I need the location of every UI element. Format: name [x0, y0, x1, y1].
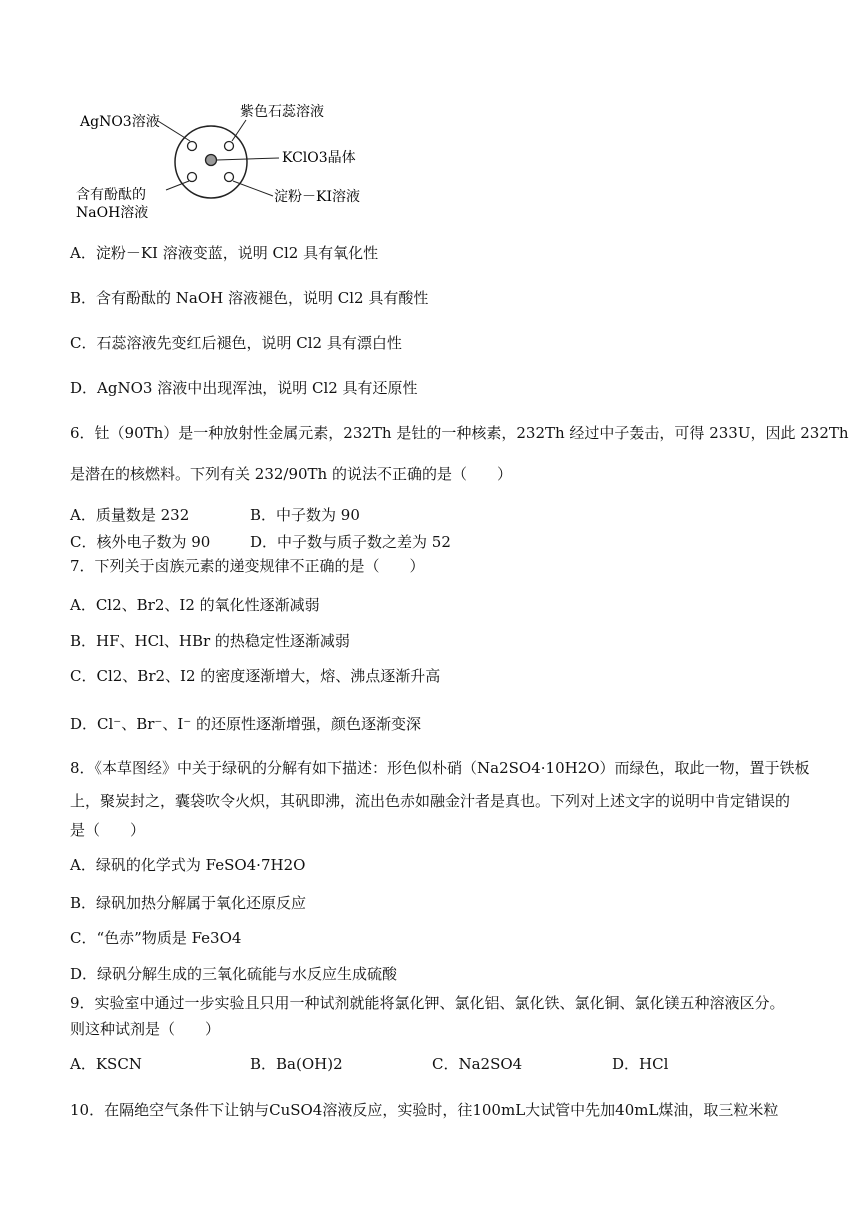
- q8-option-a: A．绿矾的化学式为 FeSO4·7H2O: [70, 856, 306, 874]
- q9-option-d: D．HCl: [612, 1055, 669, 1073]
- q8-stem-line-3: 是（ ）: [70, 821, 146, 839]
- q7-option-b: B．HF、HCl、HBr 的热稳定性逐渐减弱: [70, 632, 350, 650]
- q6-stem-line-2: 是潜在的核燃料。下列有关 232/90Th 的说法不正确的是（ ）: [70, 465, 512, 483]
- q5-option-a: A．淀粉－KI 溶液变蓝，说明 Cl2 具有氧化性: [70, 244, 379, 262]
- q8-stem-line-2: 上，聚炭封之，囊袋吹令火炽，其矾即沸，流出色赤如融金汁者是真也。下列对上述文字的说明中肯定错误的: [70, 792, 791, 810]
- label-kclo3: KClO3晶体: [282, 150, 356, 166]
- well-litmus: [225, 142, 234, 151]
- q9-option-b: B．Ba(OH)2: [250, 1055, 343, 1073]
- q6-option-a: A．质量数是 232: [70, 506, 190, 524]
- q6-option-b: B．中子数为 90: [250, 506, 360, 524]
- q6-option-d: D．中子数与质子数之差为 52: [250, 533, 451, 551]
- label-agno3: AgNO3溶液: [80, 114, 160, 130]
- q8-option-d: D．绿矾分解生成的三氧化硫能与水反应生成硫酸: [70, 965, 398, 983]
- q7-option-c: C．Cl2、Br2、I2 的密度逐渐增大，熔、沸点逐渐升高: [70, 667, 441, 685]
- q6-option-c: C．核外电子数为 90: [70, 533, 211, 551]
- label-starch: 淀粉－KI溶液: [274, 189, 360, 205]
- label-litmus: 紫色石蕊溶液: [240, 104, 324, 120]
- q10-stem: 10．在隔绝空气条件下让钠与CuSO4溶液反应，实验时，往100mL大试管中先加40mL煤油，取三粒米粒: [70, 1101, 779, 1119]
- well-kclo3: [206, 155, 217, 166]
- well-starch: [225, 173, 234, 182]
- well-naoh: [188, 173, 197, 182]
- q6-stem-line-1: 6．钍（90Th）是一种放射性金属元素，232Th 是钍的一种核素，232Th 经过中子轰击，可得 233U，因此 232Th: [70, 424, 849, 442]
- q7-option-a: A．Cl2、Br2、I2 的氧化性逐渐减弱: [70, 596, 320, 614]
- q9-option-c: C．Na2SO4: [432, 1055, 523, 1073]
- q8-option-c: C．“色赤”物质是 Fe3O4: [70, 929, 242, 947]
- q9-stem-line-2: 则这种试剂是（ ）: [70, 1020, 221, 1038]
- label-phenol-1: 含有酚酞的: [76, 187, 146, 203]
- q8-stem-line-1: 8．《本草图经》中关于绿矾的分解有如下描述：形色似朴硝（Na2SO4·10H2O）而绿色，取此一物，置于铁板: [70, 759, 810, 777]
- q7-option-d: D．Cl⁻、Br⁻、I⁻ 的还原性逐渐增强，颜色逐渐变深: [70, 715, 421, 733]
- q5-option-b: B．含有酚酞的 NaOH 溶液褪色，说明 Cl2 具有酸性: [70, 289, 429, 307]
- well-agno3: [188, 142, 197, 151]
- label-phenol-2: NaOH溶液: [76, 205, 149, 221]
- q5-option-c: C．石蕊溶液先变红后褪色，说明 Cl2 具有漂白性: [70, 334, 402, 352]
- q8-option-b: B．绿矾加热分解属于氧化还原反应: [70, 894, 307, 912]
- q5-option-d: D．AgNO3 溶液中出现浑浊，说明 Cl2 具有还原性: [70, 379, 418, 397]
- experiment-diagram: [70, 96, 380, 226]
- q9-stem-line-1: 9．实验室中通过一步实验且只用一种试剂就能将氯化钾、氯化铝、氯化铁、氯化铜、氯化镁五种溶液区分。: [70, 994, 785, 1012]
- q7-stem: 7．下列关于卤族元素的递变规律不正确的是（ ）: [70, 557, 425, 575]
- q9-option-a: A．KSCN: [70, 1055, 142, 1073]
